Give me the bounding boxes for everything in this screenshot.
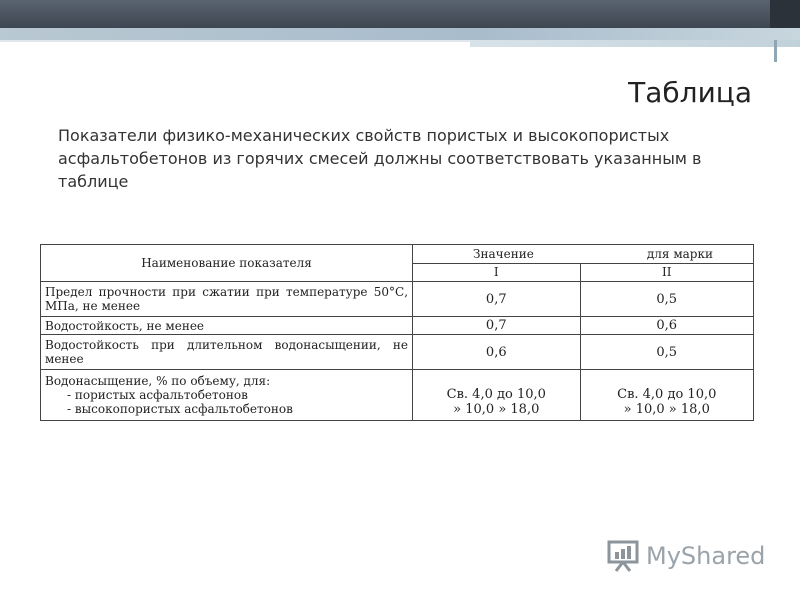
table-header-row	[41, 245, 754, 264]
row-name-water-saturation	[41, 370, 413, 421]
header-value-for-grade	[413, 245, 754, 264]
properties-table	[40, 244, 754, 421]
row-name: Водостойкость, не менее	[41, 317, 413, 335]
header-stripe-thin	[0, 40, 470, 42]
row-name: Водостойкость при длительном водонасыщении, не менее	[41, 335, 413, 370]
row-value-grade-2: 0,5	[580, 282, 754, 317]
table-row	[41, 282, 754, 317]
value-line-2: » 10,0 » 18,0	[453, 402, 540, 417]
header-value-label: Значение	[473, 246, 534, 261]
table-row	[41, 370, 754, 421]
header-indicator-name: Наименование показателя	[41, 245, 413, 282]
row-value-grade-1	[413, 370, 580, 421]
value-line-1: Св. 4,0 до 10,0	[617, 387, 717, 402]
header-stripe-accent	[470, 40, 800, 47]
header-side-rule	[774, 40, 777, 62]
row-name: Водонасыщение, % по объему, для:	[45, 374, 271, 388]
header-stripe	[0, 28, 800, 40]
row-subitem-highly-porous: - высокопористых асфальтобетонов	[67, 402, 293, 416]
row-value-grade-1: 0,7	[413, 282, 580, 317]
row-value-grade-2: 0,5	[580, 335, 754, 370]
slide-title: Таблица	[628, 76, 752, 109]
header-bar-edge	[770, 0, 800, 28]
header-grade-1: I	[413, 263, 580, 282]
row-value-grade-2: 0,6	[580, 317, 754, 335]
header-grade-label: для марки	[646, 246, 713, 261]
header-grade-2: II	[580, 263, 754, 282]
chart-board-icon	[606, 540, 640, 572]
row-value-grade-2	[580, 370, 754, 421]
row-name: Предел прочности при сжатии при температуре 50°С, МПа, не менее	[41, 282, 413, 317]
row-value-grade-1: 0,6	[413, 335, 580, 370]
intro-text: Показатели физико-механических свойств пористых и высокопористых асфальтобетонов из горячих смесей должны соответствовать указанным в таблице	[58, 126, 702, 191]
table-row	[41, 335, 754, 370]
row-value-grade-1: 0,7	[413, 317, 580, 335]
row-subitem-porous: - пористых асфальтобетонов	[67, 388, 248, 402]
myshared-logo[interactable]	[606, 538, 765, 574]
header-bar	[0, 0, 800, 28]
value-line-1: Св. 4,0 до 10,0	[446, 387, 546, 402]
table-row	[41, 317, 754, 335]
value-line-2: » 10,0 » 18,0	[623, 402, 710, 417]
logo-text: MyShared	[646, 542, 766, 570]
